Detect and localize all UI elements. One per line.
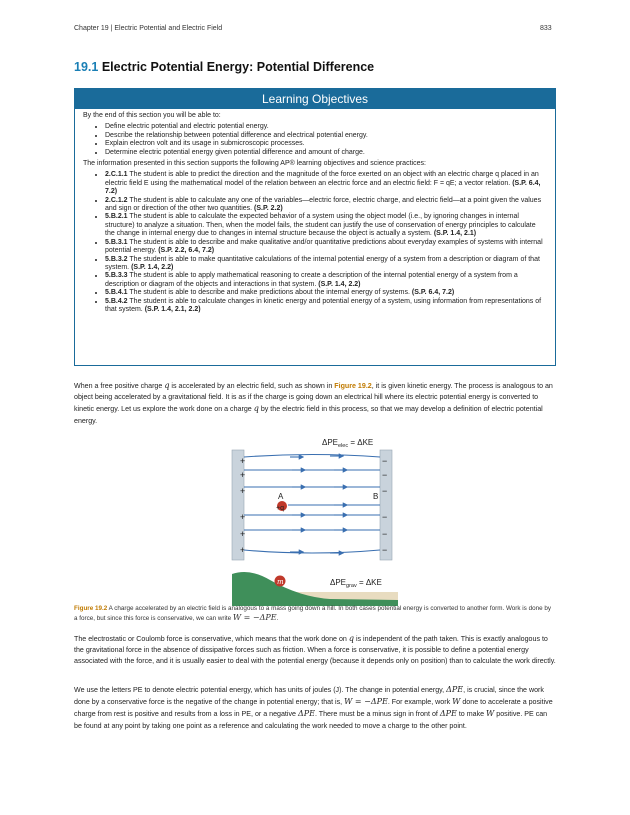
ap-objective-item <box>105 256 547 273</box>
math-w: W <box>452 697 461 707</box>
science-practice: (S.P. 1.4, 2.1, 2.2) <box>144 305 201 313</box>
objective-item: • Describe the relationship between potential difference and electrical potential energy. <box>105 132 547 140</box>
section-number: 19.1 <box>74 60 99 74</box>
charge-label: +q <box>276 505 284 512</box>
math-q: q <box>348 634 354 643</box>
ap-objective-code: 5.B.4.1 <box>105 289 128 297</box>
ap-objective-text: The student is able to calculate the expected behavior of a system using the object model (i.e., by ignoring changes in internal structure) to analyze a situation. Then, when the model fails, the student can justify the use of conservation of energy principles to calculate the change in internal energy due to changes in internal structure because the object is actually a system. <box>105 213 536 238</box>
science-practice: (S.P. 2.2) <box>254 205 283 213</box>
paragraph-potential-energy: We use the letters PE to denote electric potential energy, which has units of joules (J). The change in potential energy, ΔPE, is crucial, since the work done by a conservative force is the negative of the change in potential energy; that is, W = −ΔPE. For example, work W done to accelerate a positive charge from rest is positive and results from a loss in PE, or a negative ΔPE. There must be a minus sign in front of ΔPE to make W positive. PE can be found at any point by taking one point as a reference and calculating the work needed to move a charge to the other point. <box>74 685 553 730</box>
svg-text:+: + <box>240 512 246 522</box>
svg-text:−: − <box>382 470 388 480</box>
negative-plate <box>380 450 392 560</box>
ap-objective-item <box>105 289 547 297</box>
ap-objective-item <box>105 213 547 238</box>
delta-pe-grav-label: $\Delta PE_{grav} = \Delta KE$ <box>330 578 382 589</box>
point-a-label: A <box>278 492 284 501</box>
science-practice: (S.P. 2.2, 6.4, 7.2) <box>158 247 215 255</box>
svg-text:−: − <box>382 529 388 539</box>
ap-objective-text: The student is able to describe and make predictions about the internal energy of systems. <box>129 289 410 297</box>
paragraph-conservative: The electrostatic or Coulomb force is conservative, which means that the work done on q is independent of the path taken. This is exactly analogous to the gravitational force in the absence of dissipative forces such as friction. When a force is conservative, it is possible to define a potential energy associated with the force, and it is usually easier to deal with the potential energy (because it depends only on position) than to calculate the work directly. <box>74 634 556 666</box>
ap-objective-item <box>105 239 547 256</box>
learning-objectives-box <box>74 88 556 366</box>
figure-caption-label: Figure 19.2 <box>74 605 108 612</box>
objective-item: • Determine electric potential energy given potential difference and amount of charge. <box>105 149 547 157</box>
math-w: W <box>486 709 495 719</box>
svg-text:−: − <box>382 512 388 522</box>
ap-objective-item <box>105 171 547 196</box>
objectives-intro: By the end of this section you will be able to: <box>83 112 221 119</box>
math-q: q <box>164 381 170 390</box>
svg-text:+: + <box>240 529 246 539</box>
ap-objectives-list <box>83 171 547 314</box>
science-practice: (S.P. 1.4, 2.1) <box>433 230 477 238</box>
svg-text:+: + <box>240 486 246 496</box>
ap-objective-text: The student is able to apply mathematical reasoning to create a description of the internal potential energy of a system from a description or diagram of the objects and interactions in that system. <box>105 272 518 288</box>
svg-text:−: − <box>382 545 388 555</box>
running-header-chapter: Chapter 19 | Electric Potential and Electric Field <box>74 25 223 32</box>
science-practice: (S.P. 1.4, 2.2) <box>131 263 174 271</box>
paragraph-intro: When a free positive charge q is accelerated by an electric field, such as shown in Figure 19.2, it is given kinetic energy. The process is analogous to an object being accelerated by a gravitational field. It is as if the charge is going down an electrical hill where its electric potential energy is converted to kinetic energy. Let us explore the work done on a charge q by the electric field in this process, so that we may develop a definition of electric potential energy. <box>74 381 553 425</box>
figure-link[interactable]: Figure 19.2 <box>334 382 372 390</box>
objective-item: • Explain electron volt and its usage in submicroscopic processes. <box>105 140 547 148</box>
ap-objective-item <box>105 272 547 289</box>
positive-plate <box>232 450 244 560</box>
science-practice: (S.P. 6.4, 7.2) <box>105 179 541 196</box>
svg-text:+: + <box>240 470 246 480</box>
delta-pe-elec-label: $\Delta PE_{elec} = \Delta KE$ <box>322 438 374 449</box>
point-b-label: B <box>373 492 379 501</box>
learning-objectives-heading: Learning Objectives <box>75 89 555 109</box>
ap-objective-code: 2.C.1.1 <box>105 171 128 179</box>
figure-caption: Figure 19.2 A charge accelerated by an electric field is analogous to a mass going down a hill. In both cases potential energy is converted to another form. Work is done by a force, but since this force is conservative, we can write W = −ΔPE. <box>74 605 551 622</box>
page-number: 833 <box>540 25 552 32</box>
ap-objective-text: The student is able to describe and make qualitative and/or quantitative predictions about everyday examples of systems with internal potential energy. <box>105 238 543 255</box>
ap-objective-text: The student is able to predict the direction and the magnitude of the force exerted on an object with an electric charge q placed in an electric field E using the mathematical model of the relation between an electric force and an electric field: F = qE; a vector relation. <box>105 171 539 187</box>
math-delta-pe: ΔPE <box>297 709 315 719</box>
science-practice: (S.P. 1.4, 2.2) <box>318 280 361 288</box>
svg-text:−: − <box>382 486 388 496</box>
ap-objective-code: 5.B.3.2 <box>105 255 128 263</box>
ap-objective-code: 5.B.3.3 <box>105 272 128 280</box>
section-title-text: Electric Potential Energy: Potential Difference <box>101 60 375 74</box>
math-work-equation: W = −ΔPE <box>344 697 388 707</box>
ap-objective-text: The student is able to calculate changes in kinetic energy and potential energy of a system, using information from representations of that system. <box>105 297 542 313</box>
section-title <box>74 60 374 74</box>
mass-label: m <box>277 578 284 586</box>
math-delta-pe: ΔPE <box>439 709 457 719</box>
math-q: q <box>253 404 259 414</box>
figure-19-2 <box>230 432 400 607</box>
electric-field-lines <box>244 455 380 554</box>
svg-text:+: + <box>240 456 246 466</box>
ap-objective-text: The student is able to make quantitative calculations of the internal potential energy of a system from a description or diagram of that system. <box>105 255 540 271</box>
ap-intro: The information presented in this section supports the following AP® learning objectives and science practices: <box>83 160 426 168</box>
ap-objective-code: 2.C.1.2 <box>105 196 128 204</box>
ap-objective-text: The student is able to calculate any one of the variables—electric force, electric charge, and electric field—at a point given the values and sign or direction of the other two quantities. <box>105 196 542 213</box>
ap-objective-code: 5.B.3.1 <box>105 238 128 246</box>
objectives-list <box>83 123 547 157</box>
ap-objective-item <box>105 298 547 315</box>
svg-text:+: + <box>240 545 246 555</box>
caption-equation: W = −ΔPE <box>232 612 277 622</box>
ap-objective-code: 5.B.4.2 <box>105 297 128 305</box>
svg-text:−: − <box>382 456 388 466</box>
math-delta-pe: ΔPE <box>446 685 464 694</box>
objective-item: • Define electric potential and electric potential energy. <box>105 123 547 131</box>
ap-objective-item <box>105 197 547 214</box>
ap-objective-code: 5.B.2.1 <box>105 213 128 221</box>
science-practice: (S.P. 6.4, 7.2) <box>411 289 455 297</box>
